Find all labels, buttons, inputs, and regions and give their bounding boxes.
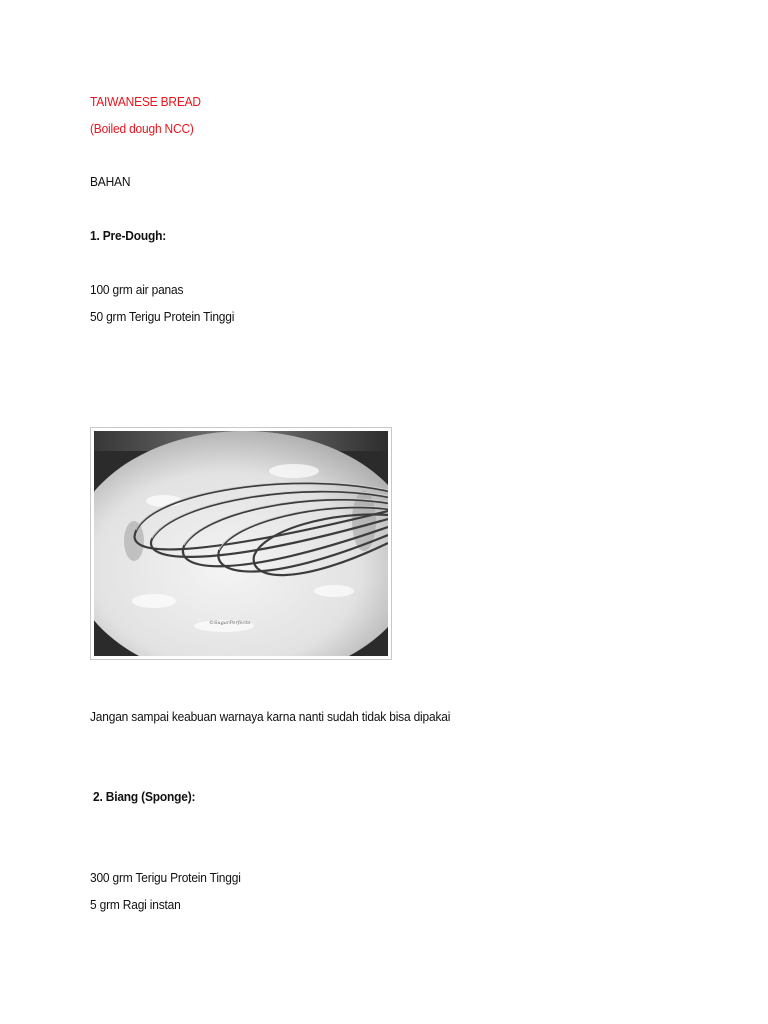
ingredient-item: 50 grm Terigu Protein Tinggi [90,309,235,324]
whisk-photo [90,427,392,660]
section-heading-pre-dough: 1. Pre-Dough: [90,228,167,243]
section-heading-sponge: 2. Biang (Sponge): [93,789,196,804]
recipe-title: TAIWANESE BREAD [90,94,201,109]
ingredient-item: 5 grm Ragi instan [90,897,181,912]
ingredient-item: 300 grm Terigu Protein Tinggi [90,870,241,885]
recipe-subtitle: (Boiled dough NCC) [90,121,194,136]
note-text: Jangan sampai keabuan warnaya karna nanti sudah tidak bisa dipakai [90,709,451,724]
whisk-in-dough-image [94,431,388,656]
ingredients-heading: BAHAN [90,174,131,189]
ingredient-item: 100 grm air panas [90,282,184,297]
photo-watermark: ©SugarPerfecto [209,620,251,626]
